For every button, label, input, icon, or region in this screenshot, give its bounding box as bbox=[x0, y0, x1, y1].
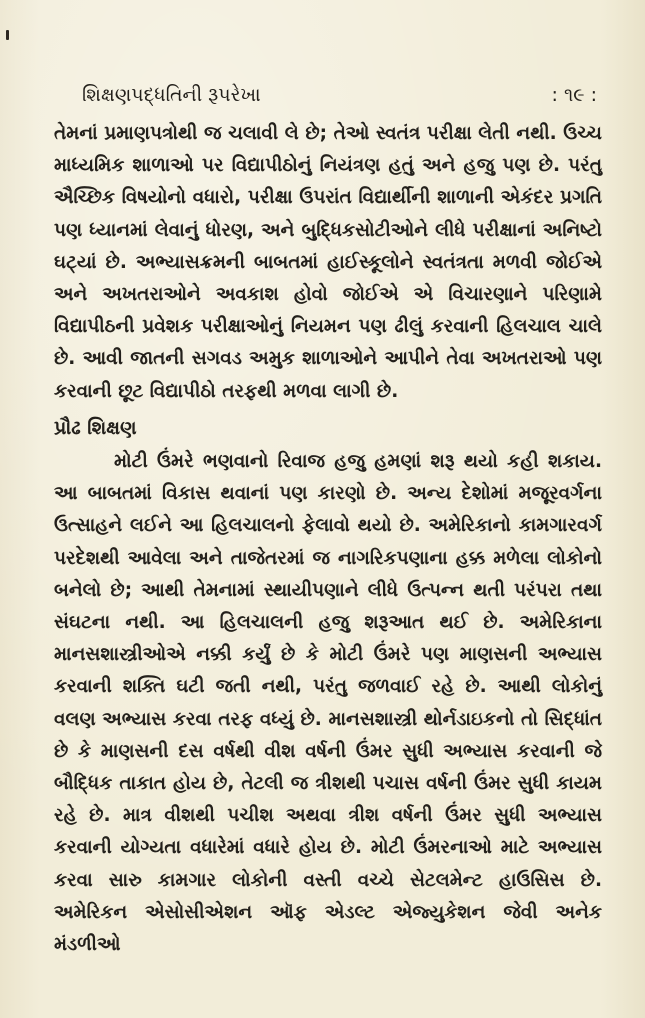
ink-speck bbox=[6, 30, 9, 40]
section-heading: પ્રૌઢ શિક્ષણ bbox=[54, 416, 137, 439]
running-head: શિક્ષણપદ્ધતિની રૂપરેખા bbox=[82, 84, 261, 106]
paragraph: તેમનાં પ્રમાણપત્રોથી જ ચલાવી લે છે; તેઓ સ્વતંત્ર પરીક્ષા લેતી નથી. ઉચ્ચ માધ્યમિક શાળાઓ પર વિદ્યાપીઠોનું નિયંત્રણ હતું અને હજુ પણ છે. પરંતુ ઐચ્છિક વિષયોનો વધારો, પરીક્ષા ઉપરાંત વિદ્યાર્થીની શાળાની એકંદર પ્રગતિ પણ ધ્યાનમાં લેવાનું ધોરણ, અને બુદ્ધિકસોટીઓને લીધે પરીક્ષાનાં અનિષ્ટો ઘટ્યાં છે. અભ્યાસક્રમની બાબતમાં હાઈસ્કૂલોને સ્વતંત્રતા મળવી જોઈએ અને અખતરાઓને અવકાશ હોવો જોઈએ એ વિચારણાને પરિણામે વિદ્યાપીઠની પ્રવેશક પરીક્ષાઓનું નિયમન પણ ઢીલું કરવાની હિલચાલ ચાલે છે. આવી જાતની સગવડ અમુક શાળાઓને આપીને તેવા અખતરાઓ પણ કરવાની છૂટ વિદ્યાપીઠો તરફથી મળવા લાગી છે. bbox=[54, 123, 602, 402]
body-text bbox=[54, 118, 602, 961]
paragraph: મોટી ઉંમરે ભણવાનો રિવાજ હજુ હમણાં શરૂ થયો કહી શકાય. આ બાબતમાં વિકાસ થવાનાં પણ કારણો છે. અન્ય દેશોમાં મજૂરવર્ગના ઉત્સાહને લઈને આ હિલચાલનો ફેલાવો થયો છે. અમેરિકાનો કામગારવર્ગ પરદેશથી આવેલા અને તાજેતરમાં જ નાગરિકપણાના હક્ક મળેલા લોકોનો બનેલો છે; આથી તેમનામાં સ્થાયીપણાને લીધે ઉત્પન્ન થતી પરંપરા તથા સંઘટના નથી. આ હિલચાલની હજુ શરૂઆત થઈ છે. અમેરિકાના માનસશાસ્ત્રીઓએ નક્કી કર્યું છે કે મોટી ઉંમરે પણ માણસની અભ્યાસ કરવાની શક્તિ ઘટી જતી નથી, પરંતુ જળવાઈ રહે છે. આથી લોકોનું વલણ અભ્યાસ કરવા તરફ વધ્યું છે. માનસશાસ્ત્રી થોર્નડાઇકનો તો સિદ્ધાંત છે કે માણસની દસ વર્ષથી વીશ વર્ષની ઉંમર સુધી અભ્યાસ કરવાની જે બૌદ્ધિક તાકાત હોય છે, તેટલી જ ત્રીશથી પચાસ વર્ષની ઉંમર સુધી કાયમ રહે છે. માત્ર વીશથી પચીશ અથવા ત્રીશ વર્ષની ઉંમર સુધી અભ્યાસ કરવાની યોગ્યતા વધારેમાં વધારે હોય છે. મોટી ઉંમરનાઓ માટે અભ્યાસ કરવા સારુ કામગાર લોકોની વસ્તી વચ્ચે સેટલમેન્ટ હાઉસિસ છે. અમેરિકન એસોસીએશન ઑફ એડલ્ટ એજ્યુકેશન જેવી અનેક મંડળીઓ bbox=[54, 451, 602, 956]
page-number: : ૧૯ : bbox=[551, 84, 597, 106]
page-header bbox=[82, 84, 597, 112]
